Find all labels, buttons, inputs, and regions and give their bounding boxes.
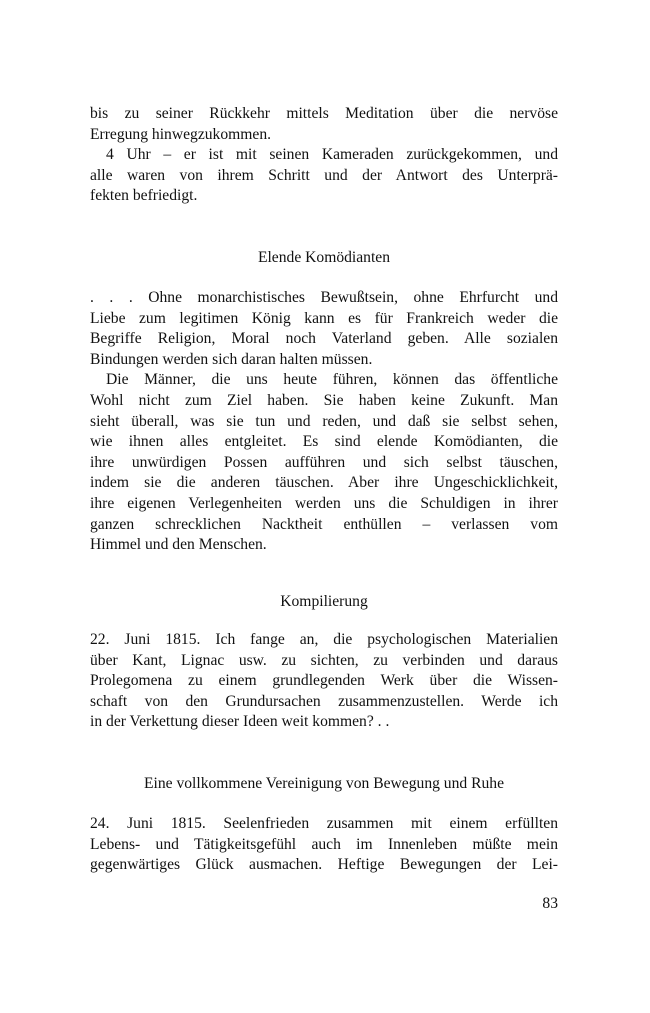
text-line: Begriffe Religion, Moral noch Vaterland geben. Alle sozialen — [90, 330, 558, 348]
text-line: Liebe zum legitimen König kann es für Frankreich weder die — [90, 309, 558, 327]
opening-paragraph — [90, 104, 558, 207]
section-body — [90, 814, 558, 876]
text-line: Die Männer, die uns heute führen, können das öffentliche — [106, 371, 558, 389]
text-line: indem sie die anderen täuschen. Aber ihre Ungeschicklichkeit, — [90, 474, 558, 492]
section-heading: Kompilierung — [280, 593, 368, 610]
text-line: Lebens- und Tätigkeitsgefühl auch im Innenleben müßte mein — [90, 835, 558, 853]
text-line: 22. Juni 1815. Ich fange an, die psychologischen Materialien — [90, 631, 558, 648]
text-line: Erregung hinwegzukommen. — [90, 125, 272, 143]
text-line: 4 Uhr – er ist mit seinen Kameraden zurückgekommen, und — [106, 146, 558, 164]
text-line: alle waren von ihrem Schritt und der Antwort des Unterprä- — [90, 166, 558, 184]
text-line: ihre eigenen Verlegenheiten werden uns die Schuldigen in ihrer — [90, 494, 558, 512]
text-line: ganzen schrecklichen Nacktheit enthüllen – verlassen vom — [90, 515, 558, 533]
text-line: Bindungen werden sich daran halten müssen. — [90, 350, 373, 368]
text-line: wie ihnen alles entgleitet. Es sind elende Komödianten, die — [90, 433, 558, 451]
section-heading: Eine vollkommene Vereinigung von Bewegung und Ruhe — [143, 775, 505, 792]
text-line: Himmel und den Menschen. — [90, 536, 267, 554]
text-line: 24. Juni 1815. Seelenfrieden zusammen mit einem erfüllten — [90, 815, 558, 832]
text-line: . . . Ohne monarchistisches Bewußtsein, ohne Ehrfurcht und — [90, 289, 558, 306]
text-line: gegenwärtiges Glück ausmachen. Heftige Bewegungen der Lei- — [90, 856, 558, 874]
text-line: ihre unwürdigen Possen aufführen und sich selbst täuschen, — [90, 453, 558, 471]
text-line: Wohl nicht zum Ziel haben. Sie haben keine Zukunft. Man — [90, 391, 558, 409]
text-line: in der Verkettung dieser Ideen weit kommen? . . — [90, 713, 390, 731]
section-body — [90, 288, 558, 556]
text-line: schaft von den Grundursachen zusammenzustellen. Werde ich — [90, 692, 558, 710]
text-line: bis zu seiner Rückkehr mittels Meditation über die nervöse — [90, 105, 558, 122]
section-body — [90, 630, 558, 733]
page-number: 83 — [542, 895, 558, 912]
text-line: Prolegomena zu einem grundlegenden Werk über die Wissen- — [90, 672, 558, 690]
section-heading: Elende Komödianten — [257, 249, 391, 266]
text-line: fekten befriedigt. — [90, 187, 198, 205]
text-line: sieht überall, was sie tun und reden, und daß sie selbst sehen, — [90, 412, 558, 430]
text-line: über Kant, Lignac usw. zu sichten, zu verbinden und daraus — [90, 651, 558, 669]
